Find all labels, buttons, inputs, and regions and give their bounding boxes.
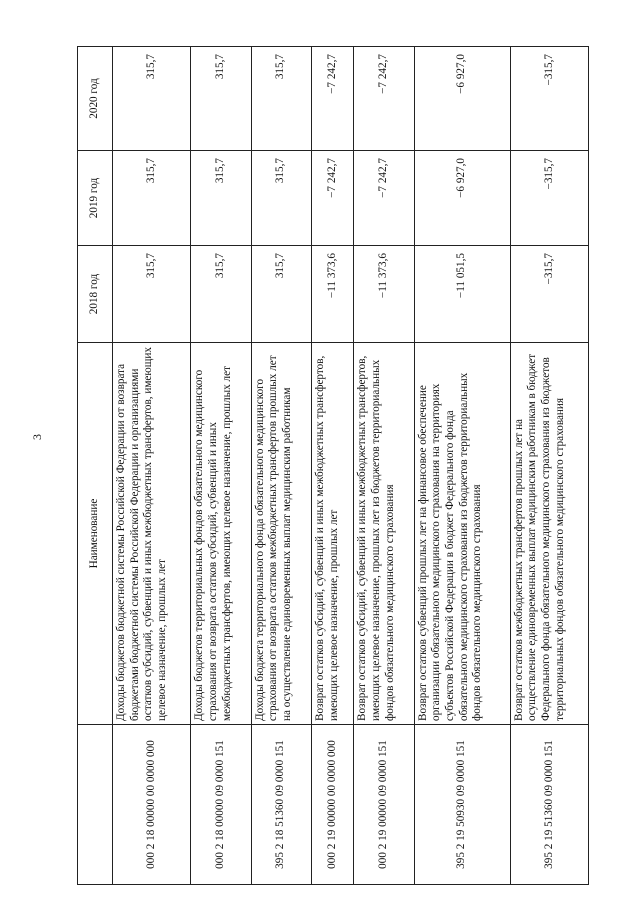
header-2018: 2018 год	[78, 246, 113, 343]
row-name: Возврат остатков межбюджетных трансфертов прошлых лет на осуществление единовременных выплат медицинским работникам в бюджет Федерального фонда обязательного медицинского страхования из бюджетов территориальных фондов обязательного медицинского страхования	[510, 343, 588, 725]
row-value-2020: 315,7	[191, 47, 251, 151]
row-value-2018: −11 373,6	[311, 246, 353, 343]
row-value-2019: 315,7	[251, 151, 311, 246]
rotated-table-container	[77, 47, 589, 885]
row-value-2018: −11 373,6	[354, 246, 414, 343]
table-row	[354, 47, 414, 885]
row-value-2020: 315,7	[251, 47, 311, 151]
revenue-table	[77, 46, 589, 885]
row-name: Доходы бюджетов бюджетной системы Российской Федерации от возврата бюджетами бюджетной системы Российской Федерации и организациями остатков субсидий, субвенций и иных межбюджетных трансфертов, имеющих целевое назначение, прошлых лет	[113, 343, 191, 725]
page-number: 3	[30, 434, 44, 440]
table-row	[191, 47, 251, 885]
table-row	[510, 47, 588, 885]
table-row	[251, 47, 311, 885]
row-code: 000 2 19 00000 00 0000 000	[311, 725, 353, 885]
row-value-2018: 315,7	[113, 246, 191, 343]
row-code: 395 2 19 50930 09 0000 151	[414, 725, 510, 885]
row-value-2019: 315,7	[113, 151, 191, 246]
row-name: Доходы бюджетов территориальных фондов обязательного медицинского страхования от возврата остатков субсидий, субвенций и иных межбюджетных трансфертов, имеющих целевое назначение, прошлых лет	[191, 343, 251, 725]
row-name: Доходы бюджета территориального фонда обязательного медицинского страхования от возврата остатков межбюджетных трансфертов прошлых лет на осуществление единовременных выплат медицинским работникам	[251, 343, 311, 725]
row-value-2020: −315,7	[510, 47, 588, 151]
row-name: Возврат остатков субсидий, субвенций и иных межбюджетных трансфертов, имеющих целевое назначение, прошлых лет из бюджетов территориальных фондов обязательного медицинского страхования	[354, 343, 414, 725]
row-value-2020: −7 242,7	[354, 47, 414, 151]
row-name: Возврат остатков субсидий, субвенций и иных межбюджетных трансфертов, имеющих целевое назначение, прошлых лет	[311, 343, 353, 725]
row-value-2018: −315,7	[510, 246, 588, 343]
row-value-2019: −315,7	[510, 151, 588, 246]
row-value-2019: −7 242,7	[354, 151, 414, 246]
row-code: 395 2 19 51360 09 0000 151	[510, 725, 588, 885]
row-value-2018: 315,7	[251, 246, 311, 343]
table-header-row	[78, 47, 113, 885]
row-value-2020: −7 242,7	[311, 47, 353, 151]
row-code: 395 2 18 51360 09 0000 151	[251, 725, 311, 885]
row-value-2020: 315,7	[113, 47, 191, 151]
header-name: Наименование	[78, 343, 113, 725]
row-value-2019: −6 927,0	[414, 151, 510, 246]
row-value-2019: −7 242,7	[311, 151, 353, 246]
table-row	[113, 47, 191, 885]
header-code	[78, 725, 113, 885]
row-code: 000 2 18 00000 00 0000 000	[113, 725, 191, 885]
table-row	[311, 47, 353, 885]
header-2020: 2020 год	[78, 47, 113, 151]
row-value-2020: −6 927,0	[414, 47, 510, 151]
row-value-2019: 315,7	[191, 151, 251, 246]
row-value-2018: −11 051,5	[414, 246, 510, 343]
row-name: Возврат остатков субвенций прошлых лет на финансовое обеспечение организации обязательного медицинского страхования на территориях субъектов Российской Федерации в бюджет Федерального фонда обязательного медицинского страхования из бюджетов территориальных фондов обязательного медицинского страхования	[414, 343, 510, 725]
row-code: 000 2 19 00000 09 0000 151	[354, 725, 414, 885]
table-row	[414, 47, 510, 885]
header-2019: 2019 год	[78, 151, 113, 246]
row-value-2018: 315,7	[191, 246, 251, 343]
row-code: 000 2 18 00000 09 0000 151	[191, 725, 251, 885]
